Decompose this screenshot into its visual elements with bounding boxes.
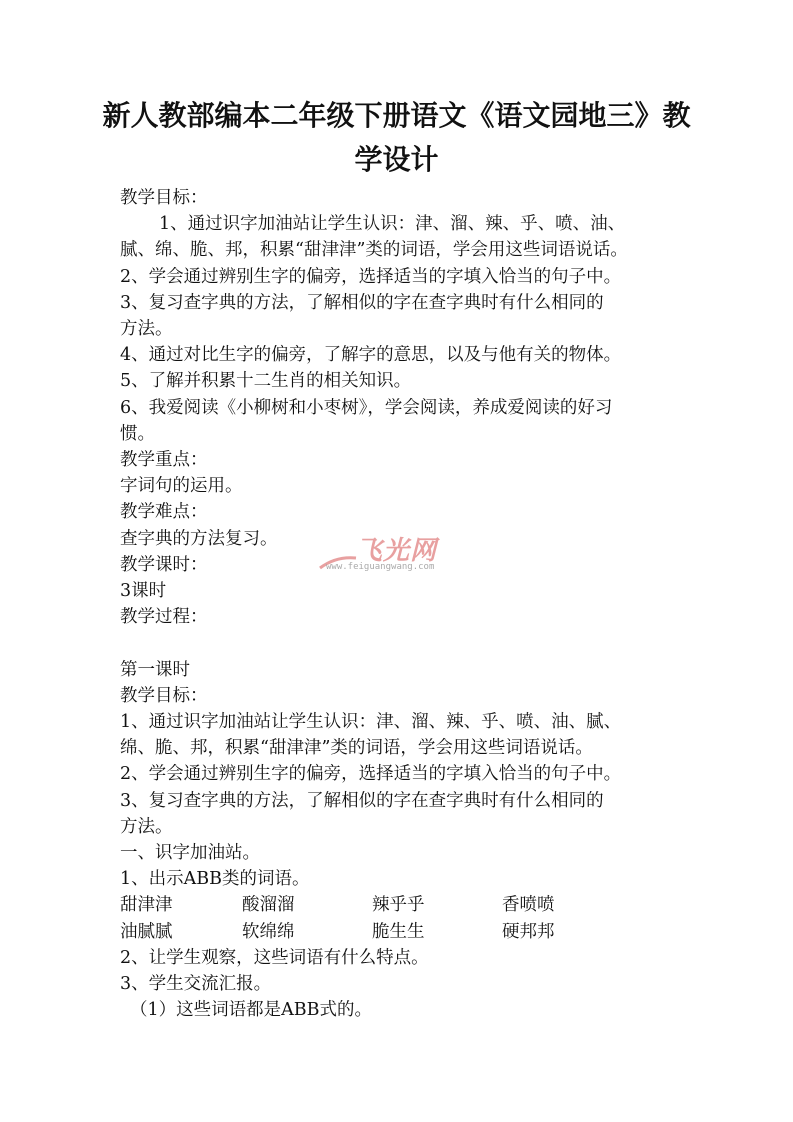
watermark-url: www.feiguangwang.com: [326, 562, 435, 572]
key-points-label: 教学重点：: [120, 450, 208, 471]
blank-line: [120, 630, 680, 656]
title-line-1: 新人教部编本二年级下册语文《语文园地三》教: [102, 99, 691, 132]
title-line-2: 学设计: [354, 143, 439, 176]
goal-line: 6、我爱阅读《小柳树和小枣树》，学会阅读，养成爱阅读的好习: [120, 397, 613, 418]
word: 脆生生: [372, 921, 425, 942]
goal-line: 1、通过识字加油站让学生认识：津、溜、辣、乎、喷、油、: [159, 214, 626, 235]
goal-line: 4、通过对比生字的偏旁，了解字的意思，以及与他有关的物体。: [120, 345, 622, 366]
difficulty-text: 查字典的方法复习。: [120, 528, 278, 549]
word: 软绵绵: [242, 921, 295, 942]
lesson-goal-line: 方法。: [120, 816, 173, 837]
word-row: [120, 919, 680, 945]
step-line: 3、学生交流汇报。: [120, 974, 272, 995]
goal-line: 2、学会通过辨别生字的偏旁，选择适当的字填入恰当的句子中。: [120, 266, 622, 287]
word-row: [120, 892, 680, 918]
word: 硬邦邦: [502, 921, 555, 942]
lesson-goal-line: 1、通过识字加油站让学生认识：津、溜、辣、乎、喷、油、腻、: [120, 712, 622, 733]
step-line: 1、出示ABB类的词语。: [120, 869, 310, 890]
lesson-goal-line: 3、复习查字典的方法，了解相似的字在查字典时有什么相同的: [120, 790, 604, 811]
hours-label: 教学课时：: [120, 554, 208, 575]
process-label: 教学过程：: [120, 607, 208, 628]
watermark: [318, 530, 468, 590]
document-title: [100, 94, 693, 182]
lesson-goal-line: 绵、脆、邦，积累“甜津津”类的词语，学会用这些词语说话。: [120, 738, 593, 759]
difficulty-label: 教学难点：: [120, 502, 208, 523]
hours-text: 3课时: [120, 581, 167, 602]
lesson-heading: 第一课时: [120, 659, 190, 680]
part-heading: 一、识字加油站。: [120, 843, 260, 864]
watermark-text: 飞光网: [356, 536, 438, 566]
lesson-goals-label: 教学目标：: [120, 685, 208, 706]
goal-line: 5、了解并积累十二生肖的相关知识。: [120, 371, 412, 392]
goal-line: 方法。: [120, 319, 173, 340]
goal-line: 腻、绵、脆、邦，积累“甜津津”类的词语，学会用这些词语说话。: [120, 240, 628, 261]
word: 甜津津: [120, 895, 173, 916]
word: 辣乎乎: [372, 895, 425, 916]
word: 油腻腻: [120, 921, 173, 942]
lesson-goal-line: 2、学会通过辨别生字的偏旁，选择适当的字填入恰当的句子中。: [120, 764, 622, 785]
step-line: 2、让学生观察，这些词语有什么特点。: [120, 947, 429, 968]
point-line: （1）这些词语都是ABB式的。: [130, 1000, 372, 1021]
goal-line: 3、复习查字典的方法，了解相似的字在查字典时有什么相同的: [120, 292, 604, 313]
word: 香喷喷: [502, 895, 555, 916]
document-body: [120, 185, 680, 1023]
word: 酸溜溜: [242, 895, 295, 916]
key-points-text: 字词句的运用。: [120, 476, 243, 497]
goal-line: 惯。: [120, 423, 155, 444]
goals-label: 教学目标：: [120, 188, 208, 208]
